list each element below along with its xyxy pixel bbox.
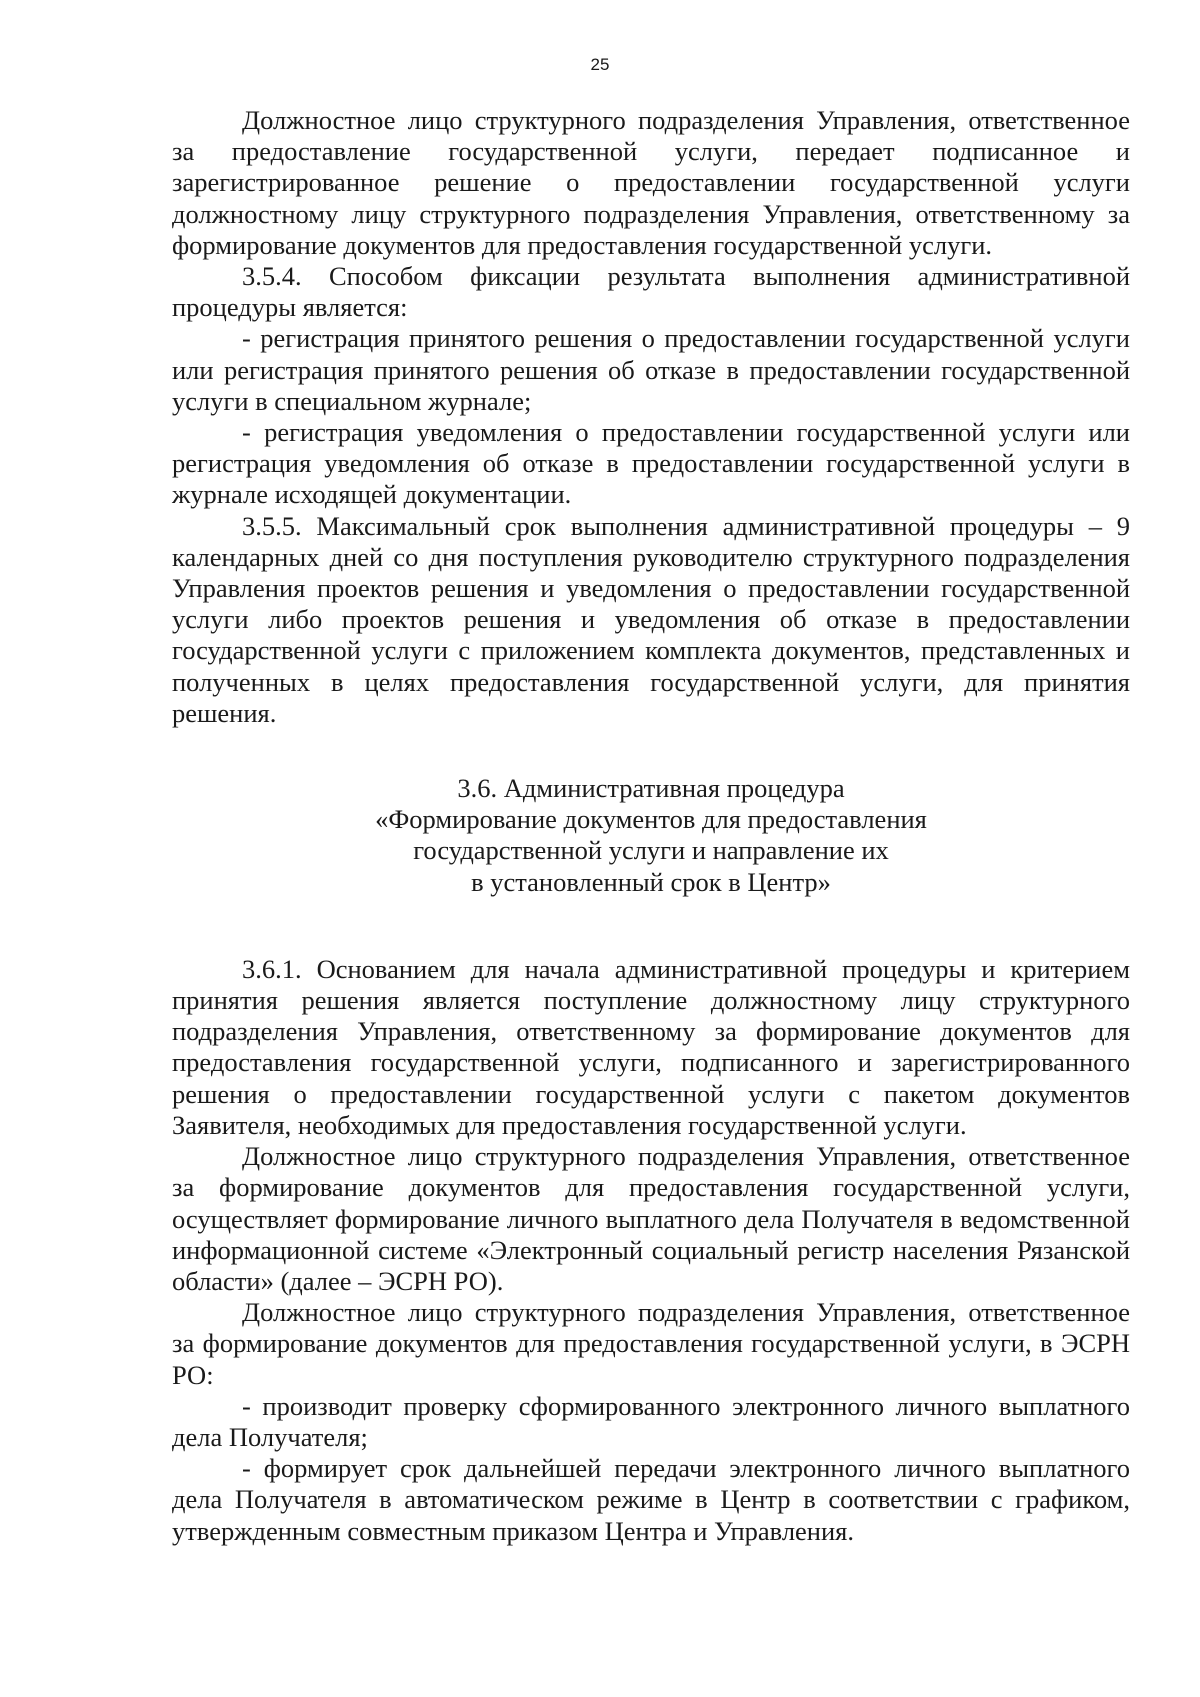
- paragraph-3-5-4: 3.5.4. Способом фиксации результата выполнения административной процедуры является:: [172, 261, 1130, 323]
- document-body: [172, 105, 1130, 1547]
- paragraph-3-6-1: 3.6.1. Основанием для начала административной процедуры и критерием принятия решения является поступление должностному лицу структурного подразделения Управления, ответственному за формирование документов для предоставления государственной услуги, подписанного и зарегистрированного решения о предоставлении государственной услуги с пакетом документов Заявителя, необходимых для предоставления государственной услуги.: [172, 953, 1130, 1140]
- heading-line: в установленный срок в Центр»: [471, 866, 831, 897]
- section-heading-3-6: [172, 773, 1130, 898]
- heading-line: государственной услуги и направление их: [413, 835, 889, 866]
- list-item-file-check: - производит проверку сформированного электронного личного выплатного дела Получателя;: [172, 1390, 1130, 1452]
- list-item-notification-registration: - регистрация уведомления о предоставлении государственной услуги или регистрация уведомления об отказе в предоставлении государственной услуги в журнале исходящей документации.: [172, 417, 1130, 510]
- page-number: 25: [590, 55, 610, 74]
- heading-line: 3.6. Административная процедура: [457, 773, 845, 804]
- paragraph-esrn-file-formation: Должностное лицо структурного подразделения Управления, ответственное за формирование документов для предоставления государственной услуги, осуществляет формирование личного выплатного дела Получателя в ведомственной информационной системе «Электронный социальный регистр населения Рязанской области» (далее – ЭСРН РО).: [172, 1141, 1130, 1296]
- list-item-decision-registration: - регистрация принятого решения о предоставлении государственной услуги или регистрация принятого решения об отказе в предоставлении государственной услуги в специальном журнале;: [172, 323, 1130, 416]
- heading-line: «Формирование документов для предоставления: [375, 804, 927, 835]
- list-item-transfer-schedule: - формирует срок дальнейшей передачи электронного личного выплатного дела Получателя в автоматическом режиме в Центр в соответствии с графиком, утвержденным совместным приказом Центра и Управления.: [172, 1453, 1130, 1546]
- paragraph-3-5-5: 3.5.5. Максимальный срок выполнения административной процедуры – 9 календарных дней со дня поступления руководителю структурного подразделения Управления проектов решения и уведомления о предоставлении государственной услуги либо проектов решения и уведомления об отказе в предоставлении государственной услуги с приложением комплекта документов, представленных и полученных в целях предоставления государственной услуги, для принятия решения.: [172, 510, 1130, 728]
- paragraph-esrn-actions: Должностное лицо структурного подразделения Управления, ответственное за формирование документов для предоставления государственной услуги, в ЭСРН РО:: [172, 1297, 1130, 1390]
- paragraph-responsible-official-transfer: Должностное лицо структурного подразделения Управления, ответственное за предоставление государственной услуги, передает подписанное и зарегистрированное решение о предоставлении государственной услуги должностному лицу структурного подразделения Управления, ответственному за формирование документов для предоставления государственной услуги.: [172, 105, 1130, 260]
